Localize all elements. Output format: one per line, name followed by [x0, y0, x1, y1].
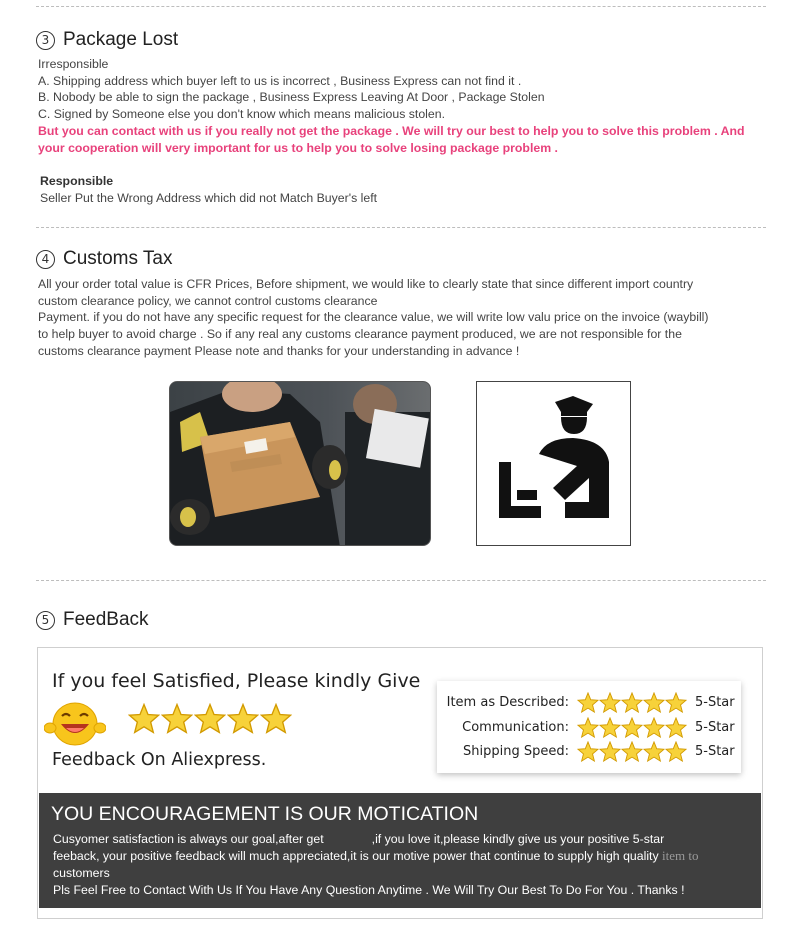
band-text-muted: item to — [662, 848, 699, 863]
star-icon — [577, 717, 599, 738]
responsible-block — [38, 173, 377, 206]
package-lost-body — [38, 56, 744, 156]
section-number: 5 — [36, 611, 55, 630]
section-heading: FeedBack — [63, 609, 149, 630]
rating-value: 5-Star — [695, 743, 735, 759]
star-icon — [599, 741, 621, 762]
contact-note-1: But you can contact with us if you really not get the package . We will try our best to help you to solve this problem . And — [38, 123, 745, 138]
band-line — [53, 848, 699, 865]
rating-row-communication — [462, 716, 741, 738]
smiley-icon — [44, 698, 106, 748]
rating-stars — [577, 717, 687, 738]
rating-row-shipping-speed — [463, 740, 741, 762]
section-title-customs-tax — [36, 248, 172, 270]
five-star-rating-large — [128, 703, 292, 734]
band-title: YOU ENCOURAGEMENT IS OUR MOTICATION — [51, 803, 479, 825]
customs-line: All your order total value is CFR Prices, Before shipment, we would like to clearly state that since different import country — [38, 277, 694, 291]
responsible-text: Seller Put the Wrong Address which did not Match Buyer's left — [40, 190, 378, 205]
rating-label: Shipping Speed: — [463, 743, 569, 759]
customs-line: to help buyer to avoid charge . So if any real any customs clearance payment produced, we are not responsible for the — [38, 327, 682, 342]
band-line: customers — [53, 866, 110, 880]
reason-a: A. Shipping address which buyer left to us is incorrect , Business Express can not find it . — [38, 73, 522, 88]
star-icon — [665, 741, 687, 762]
star-icon — [194, 703, 226, 734]
band-line — [53, 831, 664, 848]
star-icon — [128, 703, 160, 734]
rating-value: 5-Star — [695, 694, 735, 710]
star-icon — [577, 741, 599, 762]
customs-officer-photo — [169, 381, 431, 546]
star-icon — [665, 692, 687, 713]
responsible-label: Responsible — [40, 174, 114, 188]
band-line: Pls Feel Free to Contact With Us If You Have Any Question Anytime . We Will Try Our Best To Do For You . Thanks ! — [53, 883, 685, 897]
divider — [36, 580, 766, 581]
customs-officer-icon — [476, 381, 631, 546]
rating-label: Item as Described: — [446, 694, 569, 710]
star-icon — [621, 692, 643, 713]
star-icon — [161, 703, 193, 734]
feedback-banner — [37, 647, 763, 919]
band-text-part: ,if you love it,please kindly give us your positive 5-star — [371, 832, 665, 846]
feedback-platform: Feedback On Aliexpress. — [52, 750, 267, 770]
section-title-package-lost — [36, 29, 178, 51]
star-icon — [227, 703, 259, 734]
customs-line: custom clearance policy, we cannot control customs clearance — [38, 293, 378, 308]
rating-value: 5-Star — [695, 719, 735, 735]
star-icon — [599, 692, 621, 713]
customs-line: Payment. if you do not have any specific request for the clearance value, we will write low valu price on the invoice (waybill) — [38, 310, 709, 325]
divider — [36, 227, 766, 228]
star-icon — [621, 717, 643, 738]
feedback-prompt: If you feel Satisfied, Please kindly Give — [52, 670, 421, 692]
section-title-feedback — [36, 609, 149, 631]
customs-line: customs clearance payment Please note and thanks for your understanding in advance ! — [38, 343, 520, 358]
star-icon — [643, 717, 665, 738]
rating-label: Communication: — [462, 719, 569, 735]
irresponsible-label: Irresponsible — [38, 57, 109, 71]
band-text-part: Cusyomer satisfaction is always our goal,after get — [53, 832, 324, 846]
divider-top — [36, 6, 766, 7]
star-icon — [621, 741, 643, 762]
section-number: 3 — [36, 31, 55, 50]
star-icon — [599, 717, 621, 738]
band-text-part: feeback, your positive feedback will much appreciated,it is our motive power that continue to supply high quality — [53, 849, 659, 863]
contact-note-2: your cooperation will very important for us to help you to solve losing package problem . — [38, 140, 558, 155]
rating-stars — [577, 741, 687, 762]
section-heading: Package Lost — [63, 29, 179, 50]
star-icon — [260, 703, 292, 734]
star-icon — [665, 717, 687, 738]
rating-card — [437, 681, 741, 773]
star-icon — [577, 692, 599, 713]
reason-b: B. Nobody be able to sign the package , Business Express Leaving At Door , Package Stolen — [38, 90, 545, 105]
rating-stars — [577, 692, 687, 713]
section-number: 4 — [36, 250, 55, 269]
section-heading: Customs Tax — [63, 248, 173, 269]
reason-c: C. Signed by Someone else you don't know which means malicious stolen. — [38, 107, 445, 122]
motivation-band — [39, 793, 761, 908]
star-icon — [643, 741, 665, 762]
star-icon — [643, 692, 665, 713]
rating-row-item-described — [447, 691, 741, 713]
customs-tax-body — [38, 276, 709, 360]
